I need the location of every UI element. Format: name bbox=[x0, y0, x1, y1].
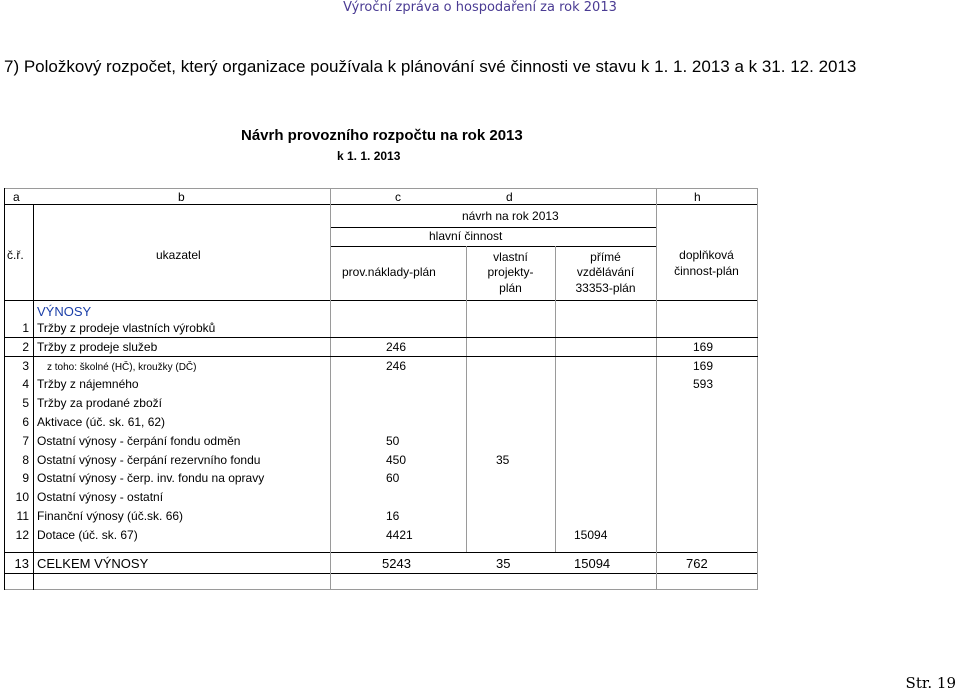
row-label: z toho: školné (HČ), kroužky (DČ) bbox=[47, 361, 197, 373]
row-label: Ostatní výnosy - čerpání rezervního fondu bbox=[37, 452, 261, 467]
header-prime-1: přímé bbox=[590, 250, 621, 264]
row-prime-value: 15094 bbox=[574, 527, 608, 542]
hlavni-rule bbox=[330, 227, 656, 228]
row-2-rule bbox=[4, 356, 758, 357]
row-prov-value: 16 bbox=[386, 509, 400, 523]
row-prov-value: 450 bbox=[386, 452, 407, 467]
header-doplnkova-1: doplňková bbox=[679, 248, 734, 262]
row-prov-value: 246 bbox=[386, 339, 407, 354]
row-1-rule bbox=[4, 337, 758, 338]
row-number: 6 bbox=[22, 415, 29, 429]
col-letter-c: c bbox=[395, 190, 401, 204]
row-dopl-value: 169 bbox=[692, 339, 713, 354]
row-label: Tržby za prodané zboží bbox=[37, 396, 162, 411]
header-vlastni-2: projekty- bbox=[487, 265, 534, 279]
header-navrh: návrh na rok 2013 bbox=[462, 209, 559, 223]
header-separator bbox=[4, 204, 758, 205]
header-hlavni: hlavní činnost bbox=[429, 229, 503, 243]
total-prime: 15094 bbox=[574, 556, 611, 571]
row-prov-value: 246 bbox=[386, 358, 407, 373]
row-prov-value: 50 bbox=[386, 433, 400, 448]
row-number: 5 bbox=[22, 396, 29, 411]
row-label: Tržby z nájemného bbox=[37, 377, 139, 392]
header-vlastni-1: vlastní bbox=[493, 250, 528, 264]
header-ukazatel: ukazatel bbox=[156, 248, 201, 262]
header-bottom-rule bbox=[4, 300, 758, 301]
row-number: 1 bbox=[22, 321, 29, 335]
table-subtitle: k 1. 1. 2013 bbox=[337, 149, 401, 163]
header-prime-3: 33353-plán bbox=[575, 281, 636, 295]
section-heading: 7) Položkový rozpočet, který organizace používala k plánování své činnosti ve stavu k 1. 1. 2013 a k 31. 12. 2013 bbox=[4, 57, 857, 76]
page-number: Str. 19 bbox=[905, 674, 956, 692]
col-divider-2 bbox=[33, 204, 34, 590]
total-top-rule bbox=[4, 552, 758, 553]
col-letter-h: h bbox=[694, 190, 701, 204]
row-number: 10 bbox=[15, 490, 29, 505]
header-prime-2: vzdělávání bbox=[576, 265, 635, 279]
row-vlastni-value: 35 bbox=[496, 452, 510, 467]
header-cr: č.ř. bbox=[7, 248, 24, 262]
header-prov: prov.náklady-plán bbox=[342, 265, 436, 279]
row-label: Ostatní výnosy - ostatní bbox=[37, 490, 164, 505]
total-vlastni: 35 bbox=[496, 556, 511, 571]
row-label: Tržby z prodeje služeb bbox=[37, 339, 158, 354]
subheader-rule bbox=[330, 246, 656, 247]
row-number: 12 bbox=[15, 527, 29, 542]
col-divider-7 bbox=[757, 188, 758, 590]
row-number: 7 bbox=[22, 433, 29, 448]
row-label: Aktivace (úč. sk. 61, 62) bbox=[37, 415, 166, 429]
total-no: 13 bbox=[14, 556, 29, 571]
header-doplnkova-2: činnost-plán bbox=[674, 264, 739, 278]
total-bottom-rule bbox=[4, 573, 758, 574]
col-letter-a: a bbox=[13, 190, 20, 204]
section-label: VÝNOSY bbox=[37, 304, 92, 319]
table-border-bottom bbox=[4, 589, 758, 590]
row-number: 9 bbox=[22, 471, 29, 486]
row-label: Ostatní výnosy - čerp. inv. fondu na opravy bbox=[37, 471, 265, 486]
col-letter-d: d bbox=[506, 190, 513, 204]
row-prov-value: 60 bbox=[386, 471, 400, 486]
total-label: CELKEM VÝNOSY bbox=[37, 556, 149, 571]
total-prov: 5243 bbox=[382, 556, 411, 571]
row-number: 3 bbox=[22, 358, 29, 373]
row-label: Ostatní výnosy - čerpání fondu odměn bbox=[37, 433, 241, 448]
col-letter-b: b bbox=[178, 190, 185, 204]
table-title: Návrh provozního rozpočtu na rok 2013 bbox=[241, 127, 523, 144]
row-number: 2 bbox=[22, 339, 29, 354]
row-dopl-value: 593 bbox=[692, 377, 713, 392]
row-label: Tržby z prodeje vlastních výrobků bbox=[37, 321, 216, 335]
row-number: 11 bbox=[16, 509, 29, 523]
total-dopl: 762 bbox=[686, 556, 708, 571]
page-header: Výroční zpráva o hospodaření za rok 2013 bbox=[343, 0, 617, 15]
header-vlastni-3: plán bbox=[499, 281, 522, 295]
row-label: Dotace (úč. sk. 67) bbox=[37, 527, 138, 542]
row-dopl-value: 169 bbox=[692, 358, 713, 373]
row-prov-value: 4421 bbox=[386, 527, 413, 542]
row-number: 4 bbox=[22, 377, 29, 392]
row-label: Finanční výnosy (úč.sk. 66) bbox=[37, 509, 184, 523]
row-number: 8 bbox=[22, 452, 29, 467]
col-divider-3 bbox=[330, 188, 331, 590]
table-border-top bbox=[4, 188, 758, 189]
